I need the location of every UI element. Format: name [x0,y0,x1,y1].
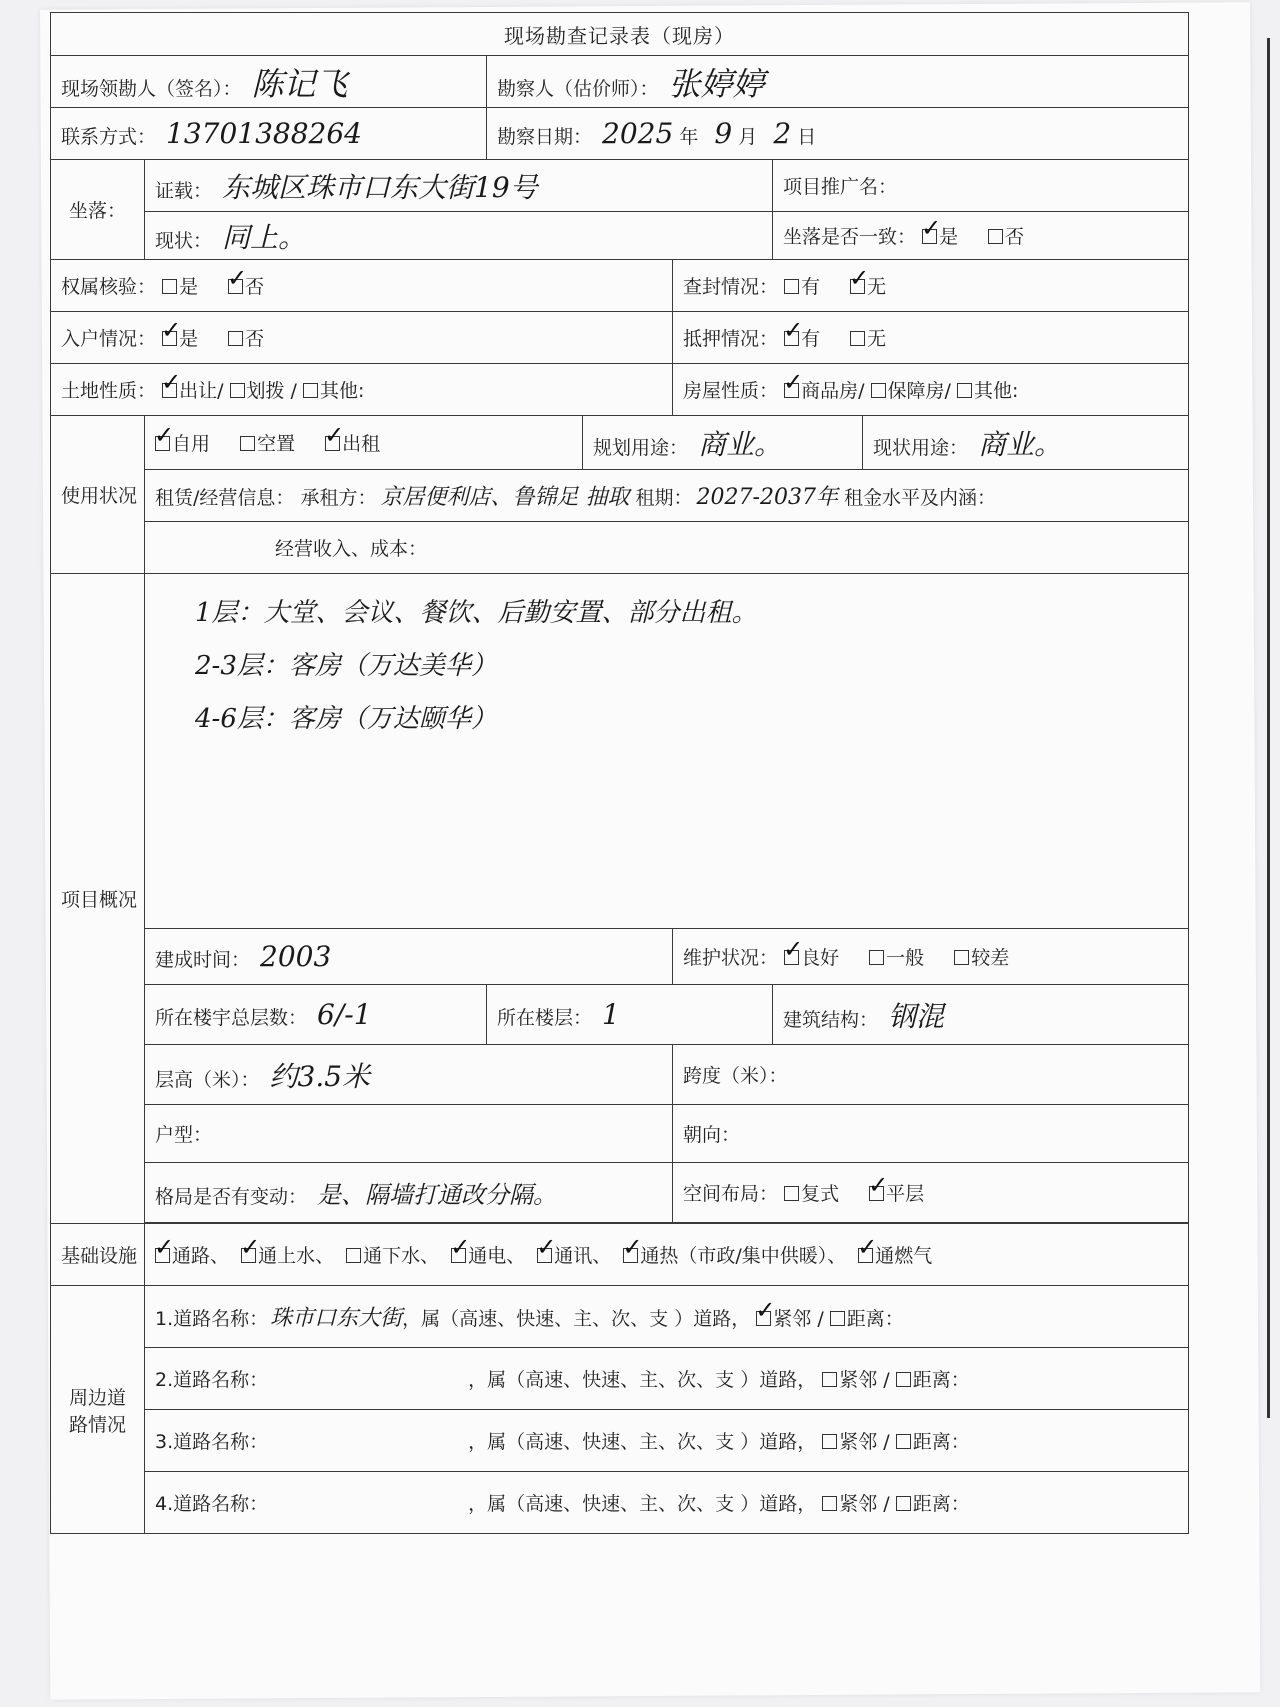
usage-status-cell [145,416,583,470]
floor-height-value: 约3.5米 [269,1059,371,1093]
built-time-cell [145,929,673,985]
built-label: 建成时间： [155,949,251,971]
period-value: 2027-2037年 [696,485,838,510]
seal-have-checkbox[interactable] [784,279,799,294]
planned-use-label: 规划用途： [593,436,689,459]
surveyor-signature: 张婷婷 [668,64,765,103]
year-unit: 年 [679,126,699,148]
house-other-label: 其他: [973,380,1019,402]
lease-info-cell [145,470,1189,522]
actual-use-value: 商业。 [978,427,1063,461]
road-class-text: ，属（高速、快速、主、次、支 ）道路， [468,1369,817,1391]
house-commercial-label: 商品房/ [801,380,865,402]
ownership-yes-label: 是 [179,276,199,298]
mortgage-cell [673,312,1189,364]
road-row: 3.道路名称： ，属（高速、快速、主、次、支 ）道路， 紧邻 / 距离： [145,1410,1189,1472]
roads-category-label: 周边道路情况 [51,1286,145,1534]
flat-label: 平层 [886,1183,925,1205]
day-unit: 日 [797,126,817,148]
match-yes-checkbox[interactable] [922,229,937,244]
road-name-label: 道路名称： [173,1369,269,1391]
project-name-label: 项目推广名： [783,176,898,198]
maint-poor-label: 较差 [971,947,1010,969]
survey-month: 9 [714,117,733,150]
infra-water-supply-checkbox[interactable] [241,1248,256,1263]
road-distance-label: 距离： [912,1369,970,1391]
span-cell [673,1045,1189,1105]
structure-cell [773,985,1189,1045]
usage-category-label: 使用状况 [51,416,145,574]
road-number: 1. [155,1308,174,1330]
seal-label: 查封情况： [683,276,779,298]
cert-label: 证载： [155,179,213,202]
floor-height-cell [145,1045,673,1105]
seal-none-checkbox[interactable] [850,279,865,294]
ownership-no-label: 否 [245,276,265,298]
seal-cell [673,260,1189,312]
flat-checkbox[interactable] [869,1186,884,1201]
contact-cell [51,108,487,160]
mortgage-have-label: 有 [801,328,821,350]
survey-form-table [50,12,1189,1534]
land-other-checkbox[interactable] [303,383,318,398]
infra-gas-checkbox[interactable] [858,1248,873,1263]
leader-signature: 陈记飞 [251,64,348,103]
ownership-cell [51,260,673,312]
road-distance-checkbox[interactable] [896,1372,911,1387]
space-layout-cell [673,1163,1189,1223]
match-no-checkbox[interactable] [988,229,1003,244]
orientation-label: 朝向： [683,1124,741,1146]
entry-cell [51,312,673,364]
road-number: 4. [155,1493,174,1515]
floor-cell [487,985,773,1045]
house-cell [673,364,1189,416]
land-label: 土地性质： [61,380,157,402]
maintenance-cell [673,929,1189,985]
planned-use-cell [583,416,863,470]
road-distance-checkbox[interactable] [896,1434,911,1449]
layout-change-cell [145,1163,673,1223]
rent-checkbox[interactable] [325,436,340,451]
self-use-label: 自用 [172,433,211,455]
unit-type-label: 户型： [155,1124,213,1146]
span-label: 跨度（米）： [683,1065,788,1087]
overview-line: 1层：大堂、会议、餐饮、后勤安置、部分出租。 [195,598,758,628]
infra-power-label: 通电、 [468,1245,526,1267]
infra-water-supply-label: 通上水、 [258,1245,335,1267]
road-row: 1.道路名称：珠市口东大街，属（高速、快速、主、次、支 ）道路， ✓ 紧邻 / 距离： [145,1286,1189,1348]
road-adjacent-label: 紧邻 [839,1431,878,1453]
structure-label: 建筑结构： [783,1008,879,1031]
survey-day: 2 [773,117,792,150]
overview-line: 4-6层：客房（万达颐华） [195,704,497,734]
road-distance-label: 距离： [846,1308,904,1330]
ownership-yes-checkbox[interactable] [162,279,177,294]
current-address-value: 同上。 [222,220,307,254]
road-adjacent-checkbox[interactable] [822,1434,837,1449]
road-adjacent-label: 紧邻 [773,1308,812,1330]
road-distance-checkbox[interactable] [896,1496,911,1511]
infra-power-checkbox[interactable] [451,1248,466,1263]
road-name-label: 道路名称： [173,1308,269,1330]
house-commercial-checkbox[interactable] [784,383,799,398]
infra-drainage-label: 通下水、 [363,1245,440,1267]
maint-normal-label: 一般 [886,947,925,969]
land-allocate-checkbox[interactable] [230,383,245,398]
leader-label: 现场领勘人（签名）： [61,77,242,100]
month-unit: 月 [738,126,758,148]
cert-address-cell [145,160,773,212]
road-class-text: ，属（高速、快速、主、次、支 ）道路， [468,1493,817,1515]
infra-road-checkbox[interactable] [155,1248,170,1263]
infra-telecom-checkbox[interactable] [537,1248,552,1263]
house-label: 房屋性质： [683,380,779,402]
layout-change-value: 是、隔墙打通改分隔。 [317,1181,558,1209]
planned-use-value: 商业。 [698,427,783,461]
seal-have-label: 有 [801,276,821,298]
actual-use-cell [863,416,1189,470]
road-class-text: ，属（高速、快速、主、次、支 ）道路， [468,1431,817,1453]
total-floors-label: 所在楼宇总层数： [155,1007,308,1029]
income-cell [145,522,1189,574]
infra-heating-checkbox[interactable] [623,1248,638,1263]
location-label: 坐落： [51,160,145,260]
survey-date-label: 勘察日期： [497,126,593,148]
land-transfer-label: 出让/ [179,380,224,402]
infra-road-label: 通路、 [172,1245,230,1267]
total-floors-value: 6/-1 [317,998,372,1031]
overview-category-label: 项目概况 [51,574,145,1224]
lease-label: 租赁/经营信息： [155,487,295,509]
floor-height-label: 层高（米）： [155,1068,260,1091]
road-row: 2.道路名称： ，属（高速、快速、主、次、支 ）道路， 紧邻 / 距离： [145,1348,1189,1410]
road-adjacent-label: 紧邻 [839,1493,878,1515]
road-adjacent-checkbox[interactable] [756,1311,771,1326]
road-adjacent-label: 紧邻 [839,1369,878,1391]
road-distance-label: 距离： [912,1431,970,1453]
ownership-no-checkbox[interactable] [228,279,243,294]
mortgage-none-label: 无 [867,328,887,350]
project-name-cell [773,160,1189,212]
infra-heating-label: 通热（市政/集中供暖）、 [640,1245,847,1267]
maint-normal-checkbox[interactable] [869,950,884,965]
road-number: 3. [155,1431,174,1453]
road-name-value: 珠市口东大街 [270,1306,403,1331]
survey-date-cell [487,108,1189,160]
entry-yes-label: 是 [179,328,199,350]
duplex-checkbox[interactable] [784,1186,799,1201]
underlying-sheet-edge [1267,38,1270,1418]
cert-address-value: 东城区珠市口东大街19号 [222,170,538,204]
infra-drainage-checkbox[interactable] [346,1248,361,1263]
floor-value: 1 [602,998,620,1031]
road-name-label: 道路名称： [173,1493,269,1515]
income-label: 经营收入、成本： [275,538,428,560]
tenant-label: 承租方： [300,487,377,509]
duplex-label: 复式 [801,1183,840,1205]
period-label: 租期： [635,487,693,509]
actual-use-label: 现状用途： [873,436,969,459]
entry-yes-checkbox[interactable] [162,331,177,346]
entry-no-checkbox[interactable] [228,331,243,346]
house-affordable-checkbox[interactable] [871,383,886,398]
infra-telecom-label: 通讯、 [554,1245,612,1267]
layout-change-label: 格局是否有变动： [155,1186,308,1208]
leader-cell [51,56,487,108]
overview-notes-cell [145,574,1189,929]
road-name-label: 道路名称： [173,1431,269,1453]
rent-level-label: 租金水平及内涵： [844,487,997,509]
mortgage-have-checkbox[interactable] [784,331,799,346]
tenant-value: 京居便利店、鲁锦足 抽取 [380,485,630,510]
current-address-cell [145,212,773,260]
vacant-checkbox[interactable] [240,436,255,451]
mortgage-none-checkbox[interactable] [850,331,865,346]
road-distance-checkbox[interactable] [830,1311,845,1326]
land-other-label: 其他: [320,380,365,402]
maint-poor-checkbox[interactable] [954,950,969,965]
seal-none-label: 无 [867,276,887,298]
location-match-label: 坐落是否一致： [783,226,917,248]
unit-type-cell [145,1105,673,1163]
infra-gas-label: 通燃气 [875,1245,933,1267]
surveyor-cell [487,56,1189,108]
structure-value: 钢混 [888,999,945,1033]
orientation-cell [673,1105,1189,1163]
maint-good-checkbox[interactable] [784,950,799,965]
current-label: 现状： [155,229,213,252]
location-match-cell [773,212,1189,260]
built-value: 2003 [260,940,332,973]
surveyor-label: 勘察人（估价师）： [497,77,659,100]
maintenance-label: 维护状况： [683,947,779,969]
house-other-checkbox[interactable] [957,383,972,398]
vacant-label: 空置 [257,433,296,455]
house-affordable-label: 保障房/ [887,380,951,402]
road-adjacent-checkbox[interactable] [822,1372,837,1387]
entry-label: 入户情况： [61,328,157,350]
land-transfer-checkbox[interactable] [162,383,177,398]
overview-line: 2-3层：客房（万达美华） [195,651,497,681]
contact-label: 联系方式： [61,126,157,148]
infra-cell [145,1224,1189,1286]
maint-good-label: 良好 [801,947,840,969]
self-use-checkbox[interactable] [155,436,170,451]
road-class-text: ，属（高速、快速、主、次、支 ）道路， [402,1308,751,1330]
match-no-label: 否 [1005,226,1025,248]
land-allocate-label: 划拨 / [246,380,297,402]
entry-no-label: 否 [245,328,265,350]
form-title: 现场勘查记录表（现房） [51,13,1189,56]
rent-label: 出租 [342,433,381,455]
match-yes-label: 是 [939,226,959,248]
ownership-label: 权属核验： [61,276,157,298]
mortgage-label: 抵押情况： [683,328,779,350]
floor-label: 所在楼层： [497,1007,593,1029]
infra-category-label: 基础设施 [51,1224,145,1286]
total-floors-cell [145,985,487,1045]
space-layout-label: 空间布局： [683,1183,779,1205]
land-cell [51,364,673,416]
contact-value: 13701388264 [166,117,362,150]
road-adjacent-checkbox[interactable] [822,1496,837,1511]
road-distance-label: 距离： [912,1493,970,1515]
road-number: 2. [155,1369,174,1391]
survey-year: 2025 [602,117,674,150]
road-row: 4.道路名称： ，属（高速、快速、主、次、支 ）道路， 紧邻 / 距离： [145,1472,1189,1534]
